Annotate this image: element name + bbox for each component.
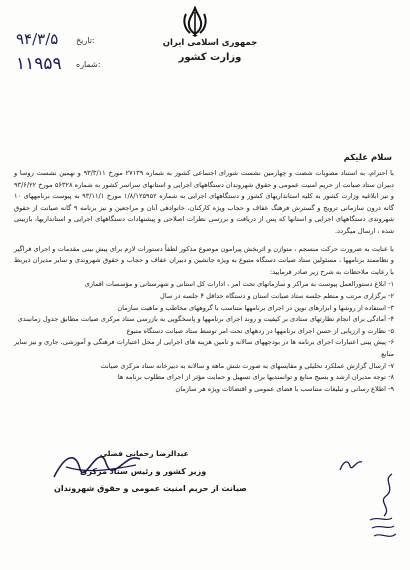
list-item: ۵- نظارت و ارزیابی از حسن اجرای برنامهها در ردههای تحت امر توسط ستاد صیانت دستگاه متبوع bbox=[126, 326, 394, 335]
letter-body bbox=[14, 168, 394, 395]
intro-paragraph: با احترام، به استناد مصوبات شصت و چهارمین نشست شورای اجتماعی کشور به شماره ۲۷۱۳۹ مورخ ۹۳/۳/۱۱ و نهمین نشست روسا و دبیران ستاد صیانت از حریم امنیت عمومی و حقوق شهروندان دستگاههای اجرایی و استانهای سراسر کشور به شماره ۵۶۳۲۸ مورخ ۹۳/۶/۲۲ و نیز ابلاغیه وزارت کشور به کلیه استانداریهای کشور و دستگاههای اجرایی به شماره ۱/۸/۱۲۵۹۵۲ مورخ ۹۳/۱۱/۱ به پیوست برنامههای ۱۰ گانه درون سازمانی ترویج و گسترش فرهنگ عفاف و حجاب ویژه کارکنان، خانوادهی آنان و مراجعین و نیز برنامه ۹ گانه صیانت از حقوق شهروندی دستگاههای اجرایی و استانها که پس از دریافت و بررسی نظرات اصلاحی و پیشنهادات دستگاههای اجرایی و استانداریها، بازبینی شده ، ارسال میگردد. bbox=[14, 169, 395, 235]
date-label: تاریخ: bbox=[76, 36, 95, 45]
list-item: ۱- ابلاغ دستورالعمل پیوست به مراکز و سازمانهای تحت امر ، ادارات کل استانی و شهرستانی و مؤسسات اقماری bbox=[84, 280, 394, 289]
list-item: ۴- آمادگی برای انجام نظارتهای ستادی بر کیفیت و روند اجرای برنامهها و پاسخگویی به بازرسی ستاد مرکزی صیانت مطابق جدول زمانبندی bbox=[17, 315, 394, 324]
list-item: ۲- برگزاری مرتب و منظم جلسه ستاد صیانت استان و دستگاه حداقل ۴ جلسه در سال bbox=[160, 291, 394, 300]
list-item: ۳- استفاده از روشها و ابزارهای نوین در اجرای برنامهها متناسب با گروههای مخاطب و ماهیت سازمان bbox=[117, 303, 394, 312]
list-item: ۷- ارسال گزارش عملکرد تحلیلی و مقایسهای به صورت شش ماهه و سالانه به دبیرخانه ستاد مرکزی صیانت bbox=[100, 361, 394, 370]
margin-annotation-mark bbox=[338, 456, 364, 474]
list-item: ۶- پیش بینی اعتبارات اجرای برنامه ها در بودجههای سالانه و تامین هزینه های اجرایی از محل اعتبارات فرهنگی و آموزشی، جاری و نیز سایر منابع bbox=[14, 338, 394, 358]
number-label: شماره: bbox=[76, 60, 101, 69]
letter-date: ۹۴/۳/۵ bbox=[16, 30, 59, 48]
ministry-title: وزارت کشور bbox=[178, 52, 242, 63]
directive-paragraph: با عنایت به ضرورت حرکت منسجم ، متوازن و اثربخش پیرامون موضوع مذکور لطفاً دستورات لازم برای پیش بینی مقدمات و اجرای فراگیر و نظاممند برنامهها ، مسئولین ستاد صیانت دستگاه متبوع به ویژه جانشین و دبیران عفاف و حجاب و حقوق شهروندی و سایر مدیران ذیربط با رعایت ملاحظات به شرح زیر صادر فرمایید: bbox=[14, 244, 394, 276]
signatory-name: عبدالرضا رحمانی فضلی bbox=[100, 449, 189, 458]
directive-list bbox=[14, 279, 394, 395]
iran-emblem-icon bbox=[180, 6, 210, 38]
republic-title: جمهوری اسلامی ایران bbox=[162, 38, 258, 48]
signatory-role: صیانت از حریم امنیت عمومی و حقوق شهروندان bbox=[54, 484, 247, 493]
signatory-title: وزیر کشور و رئیس ستاد مرکزی bbox=[80, 467, 207, 476]
list-item: ۸- توجه مدیران ارشد و بسیج منابع و توانمندیها برای تسهیل و حمایت مؤثر از اجرای مطلوب برنامه ها bbox=[117, 373, 394, 382]
salutation: سلام علیکم bbox=[343, 153, 392, 163]
margin-handwritten-note bbox=[362, 470, 402, 550]
list-item: ۹- اطلاع رسانی و تبلیغات متناسب با فضای عمومی و اقتضائات ویژه هر سازمان bbox=[175, 384, 394, 393]
letter-number: ۱۱۹۵۹ bbox=[16, 54, 62, 74]
